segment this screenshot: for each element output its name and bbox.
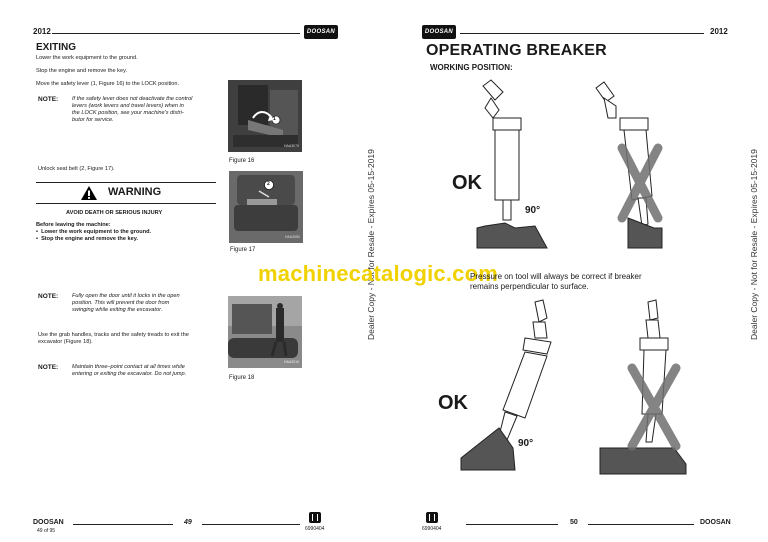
- working-position-subtitle: WORKING POSITION:: [430, 63, 513, 72]
- para-stop-engine: Stop the engine and remove the key.: [36, 68, 128, 74]
- warning-triangle-icon: [80, 185, 98, 201]
- left-year: 2012: [33, 27, 51, 36]
- left-footer-code: 6990404: [305, 526, 325, 532]
- warning-bullet-2: • Stop the engine and remove the key.: [36, 236, 138, 242]
- ok-label-top: OK: [452, 172, 482, 194]
- callout-2: 2: [267, 181, 270, 187]
- book-icon-left: [309, 512, 321, 523]
- left-header-rule: [52, 33, 300, 34]
- warning-subtitle: AVOID DEATH OR SERIOUS INJURY: [66, 210, 163, 216]
- fig17-code: HAA3080: [285, 235, 300, 239]
- right-footer-rule-1: [466, 524, 558, 525]
- figure16-illustration: [228, 80, 302, 152]
- left-page-number: 49: [184, 519, 192, 526]
- doosan-logo-left: DOOSAN: [304, 25, 338, 39]
- right-header-rule: [460, 33, 704, 34]
- para-lower-equipment: Lower the work equipment to the ground.: [36, 55, 138, 61]
- unlock-seatbelt-text: Unlock seat belt (2, Figure 17).: [38, 166, 115, 172]
- degree-label-top: 90°: [525, 205, 541, 216]
- grab-handles-text: Use the grab handles, tracks and the safety treads to exit the excavator (Figure 18).: [38, 332, 189, 345]
- right-footer-rule-2: [588, 524, 694, 525]
- warning-box: [36, 182, 216, 204]
- note2-label: NOTE:: [38, 293, 59, 300]
- breaker-diagram-x-bottom: [590, 298, 700, 478]
- left-footer-rule-1: [73, 524, 173, 525]
- breaker-diagram-ok-top: [455, 78, 565, 258]
- figure16-photo: [228, 80, 302, 152]
- figure17-photo: [229, 171, 303, 243]
- ok-label-bottom: OK: [438, 392, 468, 414]
- breaker-diagram-ok-bottom: [455, 298, 575, 478]
- book-icon-right: [426, 512, 438, 523]
- side-stamp-left: Dealer Copy - Not for Resale - Expires 05-15-2019: [366, 149, 376, 340]
- left-footer-brand: DOOSAN: [33, 519, 64, 526]
- figure16-caption: Figure 16: [229, 158, 255, 164]
- warning-intro: Before leaving the machine:: [36, 222, 111, 228]
- note3-label: NOTE:: [38, 364, 59, 371]
- figure17-caption: Figure 17: [230, 247, 256, 253]
- figure18-photo: [228, 296, 302, 368]
- note1-label: NOTE:: [38, 96, 59, 103]
- right-footer-code: 6990404: [422, 526, 442, 532]
- note1-text: If the safety lever does not deactivate the control levers (work levers and travel levers) when in the LOCK position, see your machine's distri- butor for service.: [72, 96, 193, 123]
- callout-1: 1: [273, 116, 276, 122]
- fig18-code: HAA3010: [284, 360, 299, 364]
- right-page-number: 50: [570, 519, 578, 526]
- right-footer-brand: DOOSAN: [700, 519, 731, 526]
- watermark-text: machinecatalogic.com: [258, 261, 498, 286]
- warning-bullet-1: • Lower the work equipment to the ground.: [36, 229, 152, 235]
- doosan-logo-right: DOOSAN: [422, 25, 456, 39]
- note2-text: Fully open the door until it locks in the open position. This will prevent the door from swinging while exiting the excavator.: [72, 293, 180, 313]
- pressure-caption: Pressure on tool will always be correct if breaker remains perpendicular to surface.: [470, 272, 642, 291]
- right-year: 2012: [710, 27, 728, 36]
- left-footer-pageref: 49 of 95: [37, 528, 56, 534]
- figure18-caption: Figure 18: [229, 375, 255, 381]
- operating-breaker-title: OPERATING BREAKER: [426, 42, 607, 59]
- exiting-heading: EXITING: [36, 42, 77, 53]
- side-stamp-right: Dealer Copy - Not for Resale - Expires 05-15-2019: [749, 149, 759, 340]
- left-footer-rule-2: [202, 524, 300, 525]
- figure17-illustration: [229, 171, 303, 243]
- breaker-diagram-x-top: [582, 78, 682, 258]
- figure18-illustration: [228, 296, 302, 368]
- para-safety-lever: Move the safety lever (1, Figure 16) to the LOCK position.: [36, 81, 180, 87]
- degree-label-bottom: 90°: [518, 438, 534, 449]
- fig16-code: HAA3070: [284, 144, 299, 148]
- warning-title: WARNING: [108, 186, 162, 198]
- note3-text: Maintain three–point contact at all times while entering or exiting the excavator. Do not jump.: [72, 364, 187, 377]
